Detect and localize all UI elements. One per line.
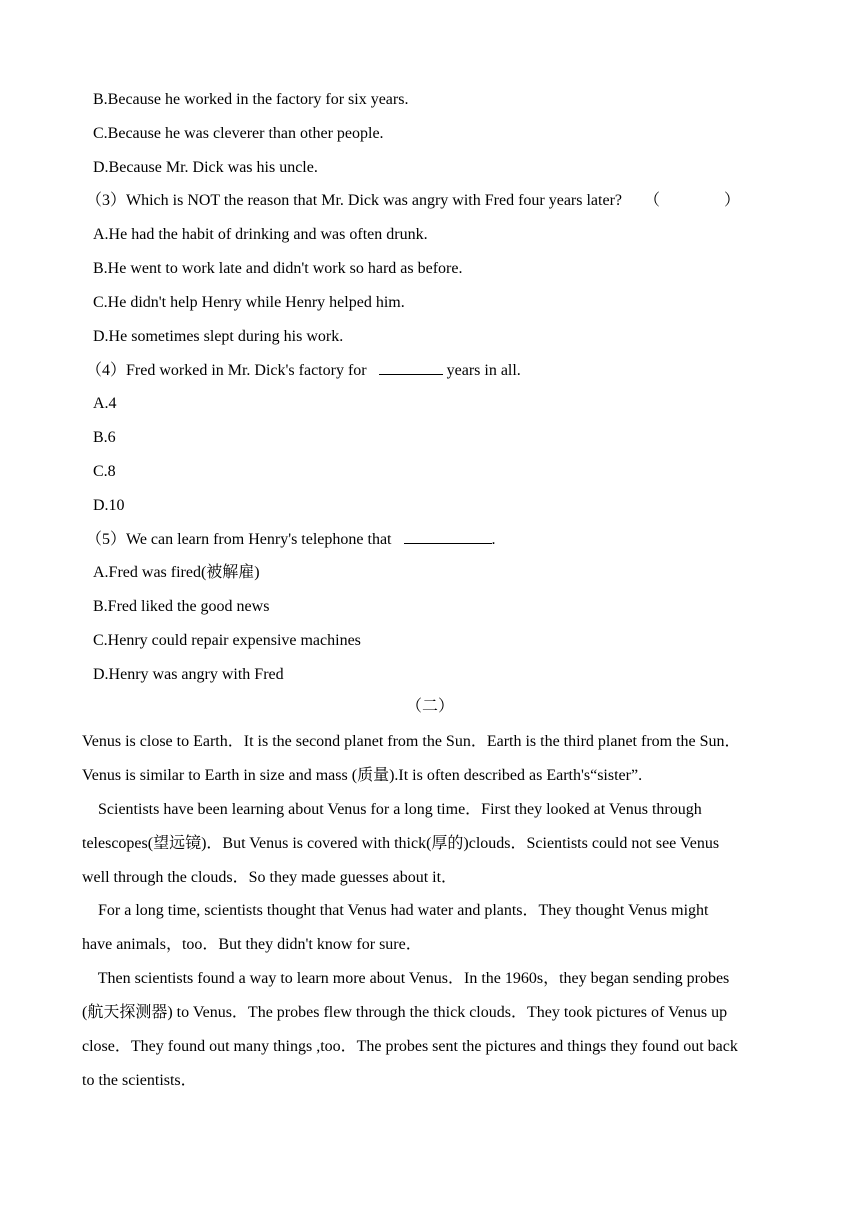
- q5-stem-before: （5）We can learn from Henry's telephone that: [86, 531, 396, 548]
- q5-stem-after: .: [491, 531, 496, 548]
- q5-option-d: D.Henry was angry with Fred: [93, 666, 284, 683]
- q3-stem: [86, 191, 740, 211]
- passage-line: telescopes(望远镜)．But Venus is covered with thick(厚的)clouds．Scientists could not see Venus: [82, 835, 720, 852]
- q4-option-c: C.8: [93, 463, 116, 480]
- section-title: （二）: [405, 698, 454, 715]
- q4-option-b: B.6: [93, 429, 116, 446]
- passage-line: have animals，too．But they didn't know for sure．: [82, 936, 422, 953]
- passage-line: Venus is similar to Earth in size and mass (质量).It is often described as Earth's“sister”.: [82, 767, 643, 784]
- passage-line: Scientists have been learning about Venus for a long time．First they looked at Venus through: [82, 801, 702, 818]
- q4-stem-before: （4）Fred worked in Mr. Dick's factory for: [86, 362, 371, 379]
- passage-line: to the scientists．: [82, 1072, 197, 1089]
- q4-answer-blank: [379, 360, 443, 375]
- passage-line: (航天探测器) to Venus．The probes flew through the thick clouds．They took pictures of Venus up: [82, 1004, 728, 1021]
- q3-option-c: C.He didn't help Henry while Henry helped him.: [93, 294, 405, 311]
- q4-stem-after: years in all.: [442, 362, 521, 379]
- q2-option-c: C.Because he was cleverer than other people.: [93, 125, 384, 142]
- passage-line: Then scientists found a way to learn more about Venus．In the 1960s，they began sending probes: [82, 970, 730, 987]
- q5-answer-blank: [404, 529, 492, 544]
- q3-option-a: A.He had the habit of drinking and was often drunk.: [93, 226, 428, 243]
- q5-stem: [86, 529, 496, 550]
- q5-option-c: C.Henry could repair expensive machines: [93, 632, 361, 649]
- q3-option-b: B.He went to work late and didn't work so hard as before.: [93, 260, 463, 277]
- passage-line: Venus is close to Earth．It is the second planet from the Sun．Earth is the third planet from the Sun．: [82, 733, 741, 750]
- passage-line: close．They found out many things ,too．The probes sent the pictures and things they found out back: [82, 1038, 738, 1055]
- q3-answer-bracket: （ ）: [644, 192, 741, 209]
- q3-option-d: D.He sometimes slept during his work.: [93, 328, 344, 345]
- q4-option-a: A.4: [93, 395, 117, 412]
- q4-option-d: D.10: [93, 497, 125, 514]
- q2-option-d: D.Because Mr. Dick was his uncle.: [93, 159, 318, 176]
- q5-option-b: B.Fred liked the good news: [93, 598, 270, 615]
- passage-line: well through the clouds．So they made guesses about it．: [82, 869, 458, 886]
- q5-option-a: A.Fred was fired(被解雇): [93, 564, 260, 581]
- q2-option-b: B.Because he worked in the factory for six years.: [93, 91, 409, 108]
- passage-line: For a long time, scientists thought that Venus had water and plants．They thought Venus might: [82, 902, 709, 919]
- q3-stem-text: （3）Which is NOT the reason that Mr. Dick was angry with Fred four years later?: [86, 192, 623, 209]
- q4-stem: [86, 360, 521, 381]
